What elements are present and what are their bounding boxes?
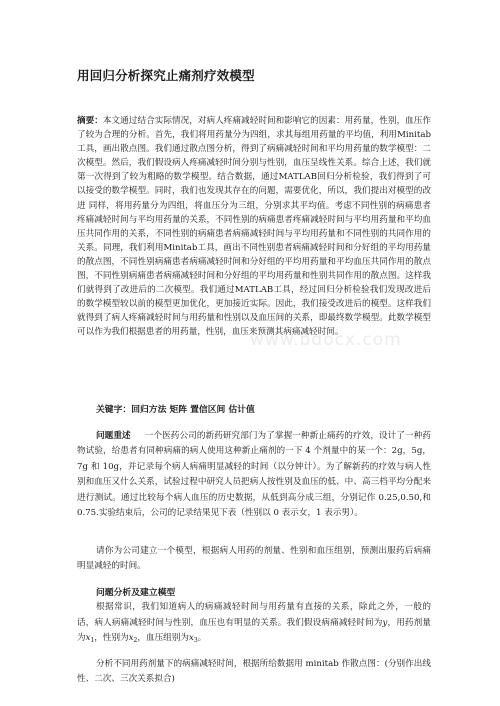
abstract-label: 摘要： bbox=[77, 116, 103, 126]
analysis-text-mid3: ，血压组别为 bbox=[137, 633, 189, 644]
problem-paragraph-1 bbox=[77, 429, 431, 521]
watermark: www.bdocx.com bbox=[250, 330, 402, 350]
abstract-text: 本文通过结合实际情况，对病人疼痛减轻时间和影响它的因素：用药量，性别，血压作了较为合理的分析。首先，我们将用药量分为四组，求其每组用药量的平均值，利用Minitab工具，画出散点图。我们通过散点图分析，得到了病痛减轻时间和平均用药量的数学模型：二次模型。然后，我们假设病人疼痛减轻时间分别与性别，血压呈线性关系。综合上述，我们就第一次得到了较为粗略的数学模型。结合数据，通过MATLAB回归分析检验，我们得到了可以接受的数学模型。同时，我们也发现其存在的问题，需要优化，所以，我们提出对模型的改进 同样，将用药量分为四组，将血压分为三组，分别求其平均值。考虑不同性别的病痛患者疼痛减轻时间与平均用药量的关系，不同性别的病痛患者疼痛减轻时间与平均用药量和平均血压共同作用的关系，不同性别的病痛患者病痛减轻时间与平均用药量和不同性别的共同作用的关系。同理，我们利用Minitab工具，画出不同性别患者病痛减轻时间和分好组的平均用药量的散点图，不同性别病痛患者病痛减轻时间和分好组的平均用药量和平均血压共同作用的散点图，不同性别病痛患者病痛减轻时间和分好组的平均用药量和性别共同作用的散点图。这样我们就得到了改进后的二次模型。我们通过MATLAB工具，经过回归分析检验我们发现改进后的数学模型较以前的模型更加优化，更加接近实际。因此，我们接受改进后的模型。这样我们就得到了病人疼痛减轻时间与用药量和性别以及血压间的关系，即最终数学模型。此数学模型可以作为我们根据患者的用药量，性别，血压来预测其病痛减轻时间。 bbox=[77, 116, 431, 338]
analysis-text-mid2: ，性别为 bbox=[94, 633, 129, 644]
var-x1: x bbox=[85, 633, 91, 644]
analysis-text-mid1: ，用药剂量为 bbox=[77, 617, 431, 644]
problem-text-1: 一个医药公司的新药研究部门为了掌握一种新止痛药的疗效，设计了一种药物试验，给患者有同种病痛的病人使用这种新止痛剂的一下 4 个剂量中的某一个：2g，5g，7g 和 10g，并记录每个病人病痛明显减轻的时间（以分钟计）。为了解新药的疗效与病人性别和血压又什么关系，试验过程中研究人员把病人按性别及血压的低、中、高三档平均分配来进行测试。通过比较每个病人血压的历史数据，从低到高分成三组，分别记作 0.25,0.50,和 0.75.实验结束后，公司的记录结果见下表（性别以 0 表示女，1 表示男）。 bbox=[77, 431, 431, 519]
analysis-paragraph-2: 分析不同用药剂量下的病痛减轻时间，根据所给数据用 minitab 作散点图：(分别作出线性、二次、三次关系拟合) bbox=[77, 659, 431, 685]
analysis-heading: 问题分析及建立模型 bbox=[96, 588, 176, 598]
analysis-paragraph-1 bbox=[77, 600, 431, 647]
document-title: 用回归分析探究止痛剂疗效模型 bbox=[77, 68, 255, 83]
var-x2: x bbox=[128, 633, 134, 644]
var-y: y bbox=[382, 617, 388, 628]
var-x2-subscript: 2 bbox=[133, 637, 138, 645]
problem-label: 问题重述 bbox=[96, 431, 131, 441]
abstract-paragraph bbox=[77, 114, 431, 340]
analysis-text-end: 。 bbox=[197, 633, 207, 644]
keywords-line: 关键字：回归方法 矩阵 置信区间 估计值 bbox=[96, 405, 255, 415]
problem-paragraph-2: 请你为公司建立一个模型，根据病人用药的剂量、性别和血压组别，预测出服药后病痛明显减轻的时间。 bbox=[77, 546, 431, 572]
analysis-text-1: 根据常识，我们知道病人的病痛减轻时间与用药量有直接的关系，除此之外，一般的话，病人病痛减轻时间与性别，血压也有明显的关系。我们假设病痛减轻时间为 bbox=[77, 602, 431, 628]
var-x3-subscript: 3 bbox=[193, 637, 198, 645]
var-x3: x bbox=[188, 633, 194, 644]
var-x1-subscript: 1 bbox=[90, 637, 95, 645]
